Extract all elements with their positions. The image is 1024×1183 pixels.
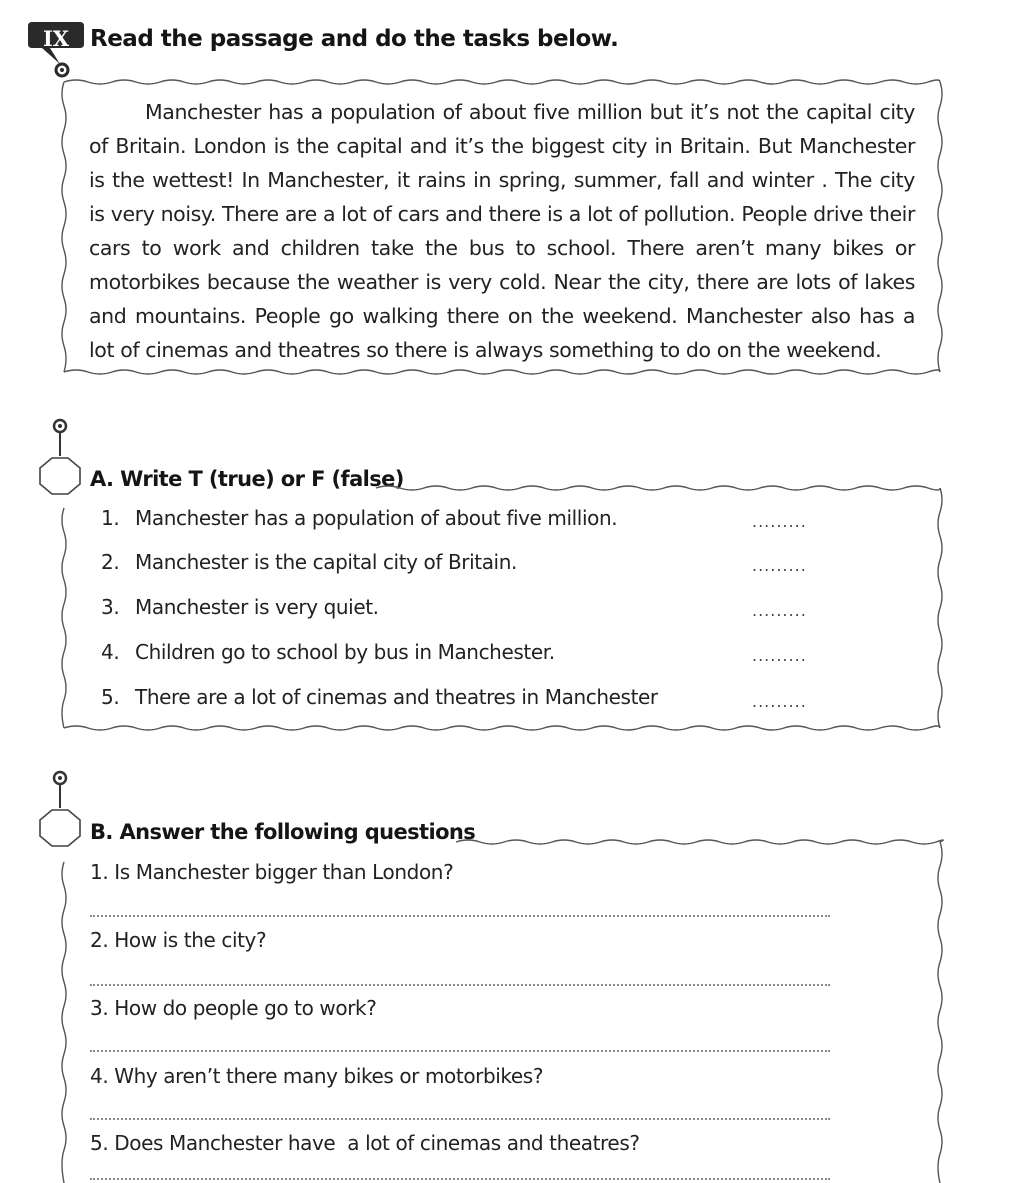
- tf-statement: Manchester is very quiet.: [135, 595, 379, 619]
- answer-line-1[interactable]: [90, 915, 830, 917]
- question-5: 5. Does Manchester have a lot of cinemas and theatres?: [90, 1131, 640, 1155]
- question-1: 1. Is Manchester bigger than London?: [90, 860, 454, 884]
- tf-statement: There are a lot of cinemas and theatres in Manchester: [135, 685, 658, 709]
- tf-number: 4.: [101, 640, 120, 664]
- question-3: 3. How do people go to work?: [90, 996, 377, 1020]
- tf-number: 2.: [101, 550, 120, 574]
- tf-statement: Manchester is the capital city of Britain.: [135, 550, 517, 574]
- tf-answer-blank[interactable]: .........: [752, 692, 807, 711]
- part-a-heading: A. Write T (true) or F (false): [90, 467, 404, 491]
- part-b-heading: B. Answer the following questions: [90, 820, 476, 844]
- tf-number: 1.: [101, 506, 120, 530]
- tf-answer-blank[interactable]: .........: [752, 601, 807, 620]
- tf-number: 3.: [101, 595, 120, 619]
- answer-line-2[interactable]: [90, 984, 830, 986]
- tf-answer-blank[interactable]: .........: [752, 556, 807, 575]
- question-4: 4. Why aren’t there many bikes or motorbikes?: [90, 1064, 544, 1088]
- tf-item-1: [101, 506, 617, 530]
- answer-line-5[interactable]: [90, 1178, 830, 1180]
- question-2: 2. How is the city?: [90, 928, 267, 952]
- tf-answer-blank[interactable]: .........: [752, 512, 807, 531]
- answer-line-3[interactable]: [90, 1050, 830, 1052]
- tf-number: 5.: [101, 685, 120, 709]
- tf-item-4: [101, 640, 555, 664]
- answer-line-4[interactable]: [90, 1118, 830, 1120]
- tf-answer-blank[interactable]: .........: [752, 646, 807, 665]
- tf-statement: Manchester has a population of about five million.: [135, 506, 618, 530]
- reading-passage: Manchester has a population of about five million but it’s not the capital city of Britain. London is the capital and it’s the biggest city in Britain. But Manchester is the wettest! In Manchester, it rains in spring, summer, fall and winter . The city is very noisy. There are a lot of cars and there is a lot of pollution. People drive their cars to work and children take the bus to school. There aren’t many bikes or motorbikes because the weather is very cold. Near the city, there are lots of lakes and mountains. People go walking there on the weekend. Manchester also has a lot of cinemas and theatres so there is always something to do on the weekend.: [89, 100, 915, 362]
- tf-statement: Children go to school by bus in Manchester.: [135, 640, 555, 664]
- tf-item-3: [101, 595, 379, 619]
- tf-item-2: [101, 550, 517, 574]
- exercise-number: IX: [42, 26, 70, 51]
- exercise-instruction: Read the passage and do the tasks below.: [90, 26, 619, 52]
- tf-item-5: [101, 685, 658, 709]
